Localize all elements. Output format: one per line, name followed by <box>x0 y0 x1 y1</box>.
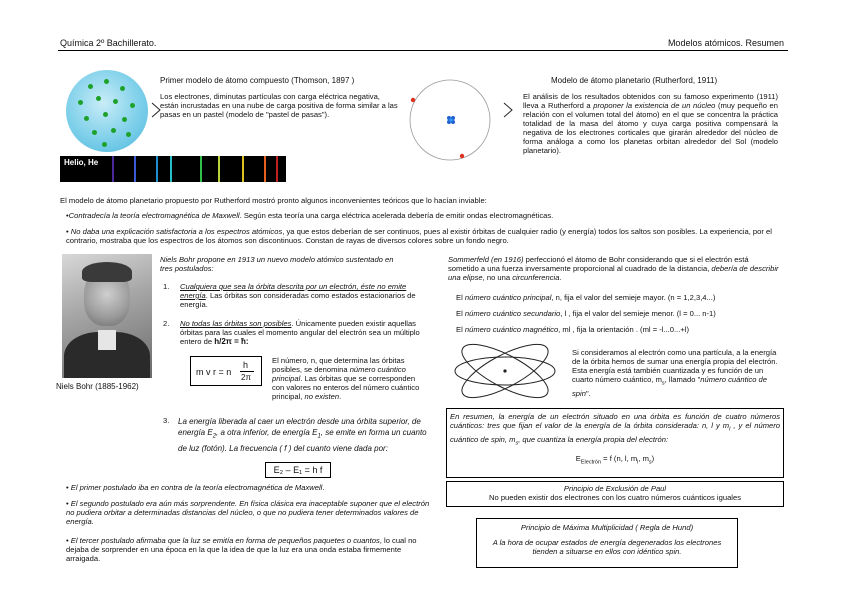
comment-3: • El tercer postulado afirmaba que la luz se emitía en forma de pequeños paquetes o cuantos, lo cual no dejaba de sorprender en una época en la que la idea de que la luz era una onda estaba firmemente arraigada. <box>66 536 417 563</box>
quantum-number-principal: El número cuántico principal, n, fija el valor del semieje mayor. (n = 1,2,3,4...) <box>456 293 716 302</box>
header-rule <box>58 50 788 51</box>
hund-title: Principio de Máxima Multiplicidad ( Regla de Hund) <box>520 523 694 532</box>
header-right: Modelos atómicos. Resumen <box>667 38 784 48</box>
sommerfeld-intro: Sommerfeld (en 1916) perfeccionó el átomo de Bohr considerando que si el electrón está sometido a una fuerza inversamente proporcional al cuadrado de la distancia, debería de describir una elipse, no una circunferencia. <box>448 255 779 282</box>
bohr-portrait-image <box>62 254 152 378</box>
hund-box <box>476 518 738 568</box>
angular-momentum-formula: m v r = n h 2π <box>190 356 262 386</box>
rutherford-atom-image <box>400 70 500 170</box>
header-left: Química 2º Bachillerato. <box>60 38 157 48</box>
postulate-2: No todas las órbitas son posibles. Únicamente pueden existir aquellas órbitas para las cuales el momento angular del electrón sea un múltiplo entero de h/2π = ħ: <box>180 319 420 346</box>
pauli-box <box>446 481 784 507</box>
elliptical-orbits-image <box>450 337 560 405</box>
bohr-intro: Niels Bohr propone en 1913 un nuevo modelo atómico sustentado en tres postulados: <box>160 255 394 273</box>
comment-1: • El primer postulado iba en contra de la teoría electromagnética de Maxwell. <box>66 483 325 492</box>
summary-box <box>446 408 784 478</box>
postulate-2-note: El número, n, que determina las órbitas posibles, se denomina número cuántico principal. Las órbitas que se corresponden con valores no enteros del número cuántico principal, no existen. <box>272 356 420 401</box>
pauli-text: No pueden existir dos electrones con los cuatro números cuánticos iguales <box>489 493 741 502</box>
thomson-atom-image <box>66 70 148 152</box>
energy-function: $E_{Electrón} = f$ (n, l, $m_l$, $m_s$) <box>575 454 655 466</box>
rutherford-title: Modelo de átomo planetario (Rutherford, 1911) <box>551 76 718 85</box>
thomson-text: Los electrones, diminutas partículas con carga eléctrica negativa, están incrustadas en una nube de carga positiva de forma similar a las pasas en un pastel (modelo de "pastel de pasas"). <box>160 92 398 119</box>
photon-energy-formula: E₂ – E₁ = h f <box>265 462 331 478</box>
helium-spectrum-image <box>60 156 286 182</box>
summary-text: En resumen, la energía de un electrón situado en una órbita es función de cuatro números cuánticos: tres que fijan el valor de la energía de la órbita considerada: n, l y $m_l$ , y el número cuántico de spin, $m_s$, que cuantiza la energía propia del electrón: <box>450 412 780 447</box>
pauli-title: Principio de Exclusión de Paul <box>563 484 667 493</box>
quantum-number-secondary: El número cuántico secundario, l , fija el valor del semieje menor. (l = 0... n-1) <box>456 309 716 318</box>
postulate-3: La energía liberada al caer un electrón desde una órbita superior, de energía $E_2$, a otra inferior, de energía $E_1$, se emite en forma un cuanto de luz (fotón). La frecuencia ( f ) del cuanto viene dada por: <box>178 417 427 453</box>
arrow-right-icon-2 <box>502 101 514 119</box>
thomson-title: Primer modelo de átomo compuesto (Thomson, 1897 ) <box>160 76 355 85</box>
inconvenientes-intro: El modelo de átomo planetario propuesto por Rutherford mostró pronto algunos inconvenientes teóricos que lo hacían inviable: <box>60 196 487 205</box>
postulate-2-number: 2. <box>163 319 170 328</box>
postulate-1: Cualquiera que sea la órbita descrita por un electrón, éste no emite energía. Las órbitas son consideradas como estados estacionarios de energía. <box>180 282 416 309</box>
spectrum-label: Helio, He <box>64 158 99 167</box>
inconveniente-1: •Contradecía la teoría electromagnética de Maxwell. Según esta teoría una carga eléctrica acelerada debería de emitir ondas electromagnéticas. <box>66 211 554 220</box>
comment-2: • El segundo postulado era aún más sorprendente. En física clásica era inaceptable suponer que el electrón no pudiera orbitar a determinadas distancias del núcleo, o que no pudiera tener determinados valores de energía. <box>66 499 430 526</box>
spin-text: Si consideramos al electrón como una partícula, a la energía de la órbita hemos de sumar una energía propia del electrón. Esta energía está también cuantizada y es función de un cuarto número cuántico, $m_s$, llamado "número cuántico de spin". <box>572 348 778 398</box>
quantum-number-magnetic: El número cuántico magnético, ml , fija la orientación . (ml = -l...0...+l) <box>456 325 689 334</box>
inconveniente-2: • No daba una explicación satisfactoria a los espectros atómicos, ya que estos deberían de ser continuos, pues al existir órbitas de cualquier radio (y energía) todos los saltos son posibles. La experiencia, por el contrario, mostraba que los espectros de los átomos son discontinuos. Constan de rayas de diversos colores sobre un fondo negro. <box>66 227 772 245</box>
bohr-caption: Niels Bohr (1885-1962) <box>56 382 139 391</box>
hund-text: A la hora de ocupar estados de energía degenerados los electrones tienden a situarse en ellos con idéntico spin. <box>492 538 722 556</box>
rutherford-text: El análisis de los resultados obtenidos con su famoso experimento (1911) lleva a Rutherford a proponer la existencia de un núcleo (muy pequeño en relación con el volumen total del átomo) en el que se concentra la práctica totalidad de la masa del átomo y cuya carga positiva compensará la negativa de los electrones corticales que girarán alrededor del núcleo de forma análoga a como los planetas orbitan alrededor del Sol (modelo planetario). <box>523 92 778 155</box>
postulate-3-number: 3. <box>163 416 170 425</box>
postulate-1-number: 1. <box>163 282 170 291</box>
